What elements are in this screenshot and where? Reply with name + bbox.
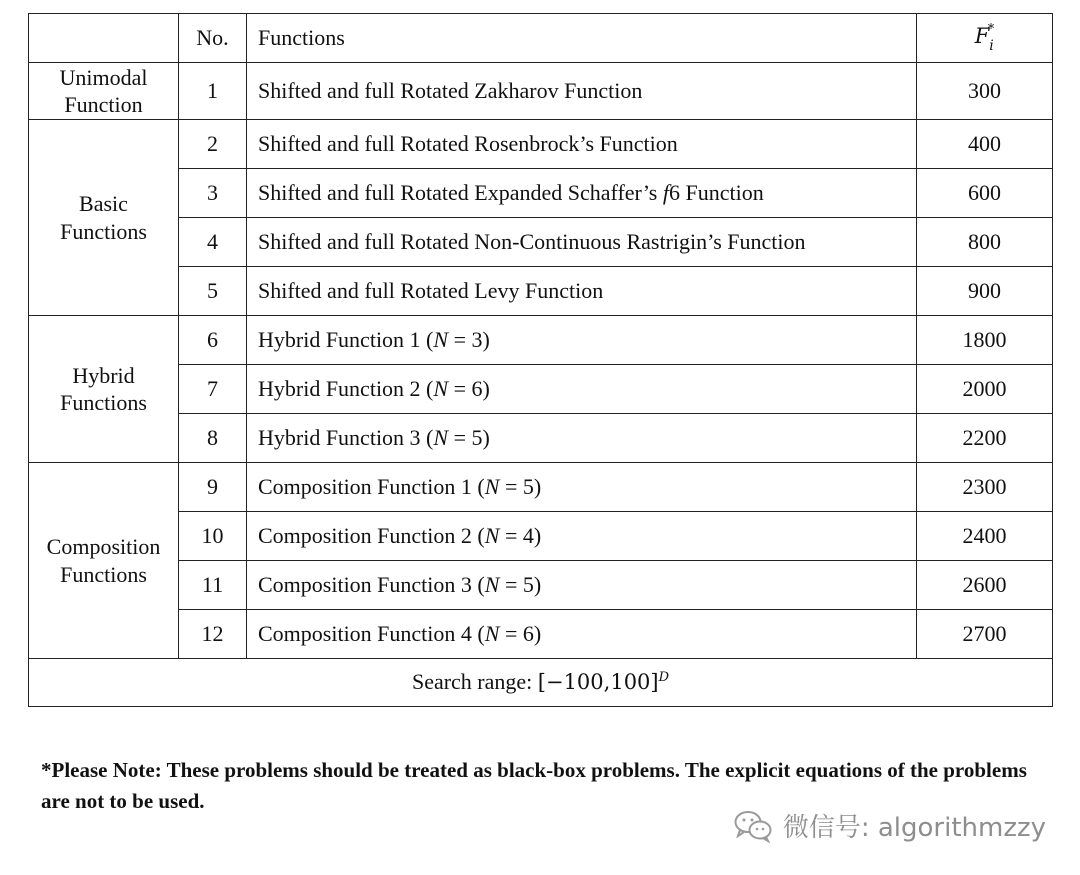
row-name-post: = 5)	[499, 571, 542, 597]
row-name-pre: Hybrid Function 2 (	[258, 375, 434, 401]
row-no: 1	[179, 63, 247, 120]
row-name-pre: Shifted and full Rotated Expanded Schaffer’s	[258, 179, 663, 205]
black-box-note: *Please Note: These problems should be treated as black-box problems. The explicit equations of the problems are not to be used.	[41, 758, 1027, 813]
row-optimum: 2300	[917, 463, 1053, 512]
row-no: 7	[179, 365, 247, 414]
watermark-text: 微信号: algorithmzzy	[782, 813, 1046, 843]
header-optimum	[917, 14, 1053, 63]
row-function-name	[247, 414, 917, 463]
row-name-pre: Composition Function 3 (	[258, 571, 485, 597]
row-name-post: = 3)	[448, 326, 490, 352]
row-name-post: = 6)	[499, 620, 542, 646]
row-function-name: Shifted and full Rotated Non-Continuous Rastrigin’s Function	[247, 218, 917, 267]
row-name-italic: N	[484, 473, 500, 499]
row-function-name	[247, 316, 917, 365]
header-optimum-sub: i	[989, 38, 994, 55]
header-optimum-symbol: F	[974, 24, 990, 48]
table-row	[29, 561, 1053, 610]
search-range-label: Search range:	[411, 669, 538, 695]
row-name-italic: N	[433, 375, 449, 401]
table-row	[29, 120, 1053, 169]
row-name-post: = 6)	[448, 375, 490, 401]
row-name-italic: N	[433, 326, 449, 352]
group-basic	[29, 120, 179, 316]
search-range-cell	[29, 659, 1053, 707]
header-functions: Functions	[247, 14, 917, 63]
row-name-italic: f	[662, 179, 669, 205]
search-range-value: [−100,100]	[537, 670, 659, 695]
row-function-name	[247, 561, 917, 610]
row-name-pre: Composition Function 4 (	[258, 620, 485, 646]
table-footer-row	[29, 659, 1053, 707]
row-function-name: Shifted and full Rotated Levy Function	[247, 267, 917, 316]
row-name-post: = 4)	[499, 522, 542, 548]
row-optimum: 2200	[917, 414, 1053, 463]
table-row	[29, 365, 1053, 414]
group-label: Hybrid Functions	[60, 362, 147, 415]
row-function-name	[247, 169, 917, 218]
row-optimum: 600	[917, 169, 1053, 218]
table-row	[29, 316, 1053, 365]
row-optimum: 2600	[917, 561, 1053, 610]
row-name-post: = 5)	[448, 424, 490, 450]
row-no: 8	[179, 414, 247, 463]
group-label: Composition Functions	[46, 534, 161, 587]
group-unimodal	[29, 63, 179, 120]
group-composition	[29, 463, 179, 659]
row-no: 5	[179, 267, 247, 316]
table-row	[29, 610, 1053, 659]
row-no: 12	[179, 610, 247, 659]
row-name-italic: N	[433, 424, 449, 450]
row-name-post: = 5)	[499, 473, 542, 499]
row-optimum: 300	[917, 63, 1053, 120]
row-no: 2	[179, 120, 247, 169]
row-name-pre: Hybrid Function 3 (	[258, 424, 434, 450]
row-optimum: 1800	[917, 316, 1053, 365]
row-optimum: 2400	[917, 512, 1053, 561]
row-name-italic: N	[484, 522, 500, 548]
search-range-dimension: D	[658, 670, 670, 686]
row-no: 3	[179, 169, 247, 218]
row-name-italic: N	[484, 620, 500, 646]
table-row	[29, 267, 1053, 316]
row-function-name	[247, 463, 917, 512]
row-function-name: Shifted and full Rotated Rosenbrock’s Function	[247, 120, 917, 169]
row-name-pre: Hybrid Function 1 (	[258, 326, 434, 352]
table-row	[29, 169, 1053, 218]
wechat-icon	[733, 809, 773, 843]
row-function-name	[247, 365, 917, 414]
header-optimum-sup: *	[987, 22, 995, 37]
row-function-name	[247, 610, 917, 659]
row-optimum: 900	[917, 267, 1053, 316]
row-no: 9	[179, 463, 247, 512]
table-row	[29, 218, 1053, 267]
row-function-name: Shifted and full Rotated Zakharov Function	[247, 63, 917, 120]
header-category-cell	[29, 14, 179, 63]
group-label: Basic Functions	[60, 191, 147, 244]
table-row	[29, 463, 1053, 512]
row-optimum: 400	[917, 120, 1053, 169]
row-name-pre: Composition Function 1 (	[258, 473, 485, 499]
row-function-name	[247, 512, 917, 561]
row-name-italic: N	[484, 571, 500, 597]
benchmark-functions-table	[28, 13, 1053, 707]
row-no: 4	[179, 218, 247, 267]
row-optimum: 2700	[917, 610, 1053, 659]
row-optimum: 2000	[917, 365, 1053, 414]
table-row	[29, 414, 1053, 463]
wechat-watermark	[733, 807, 1046, 844]
header-no: No.	[179, 14, 247, 63]
row-no: 6	[179, 316, 247, 365]
row-name-post: 6 Function	[669, 179, 764, 205]
table-row	[29, 512, 1053, 561]
table-header-row	[29, 14, 1053, 63]
row-no: 11	[179, 561, 247, 610]
row-no: 10	[179, 512, 247, 561]
row-optimum: 800	[917, 218, 1053, 267]
table-row	[29, 63, 1053, 120]
group-label: Unimodal Function	[59, 64, 148, 117]
row-name-pre: Composition Function 2 (	[258, 522, 485, 548]
group-hybrid	[29, 316, 179, 463]
